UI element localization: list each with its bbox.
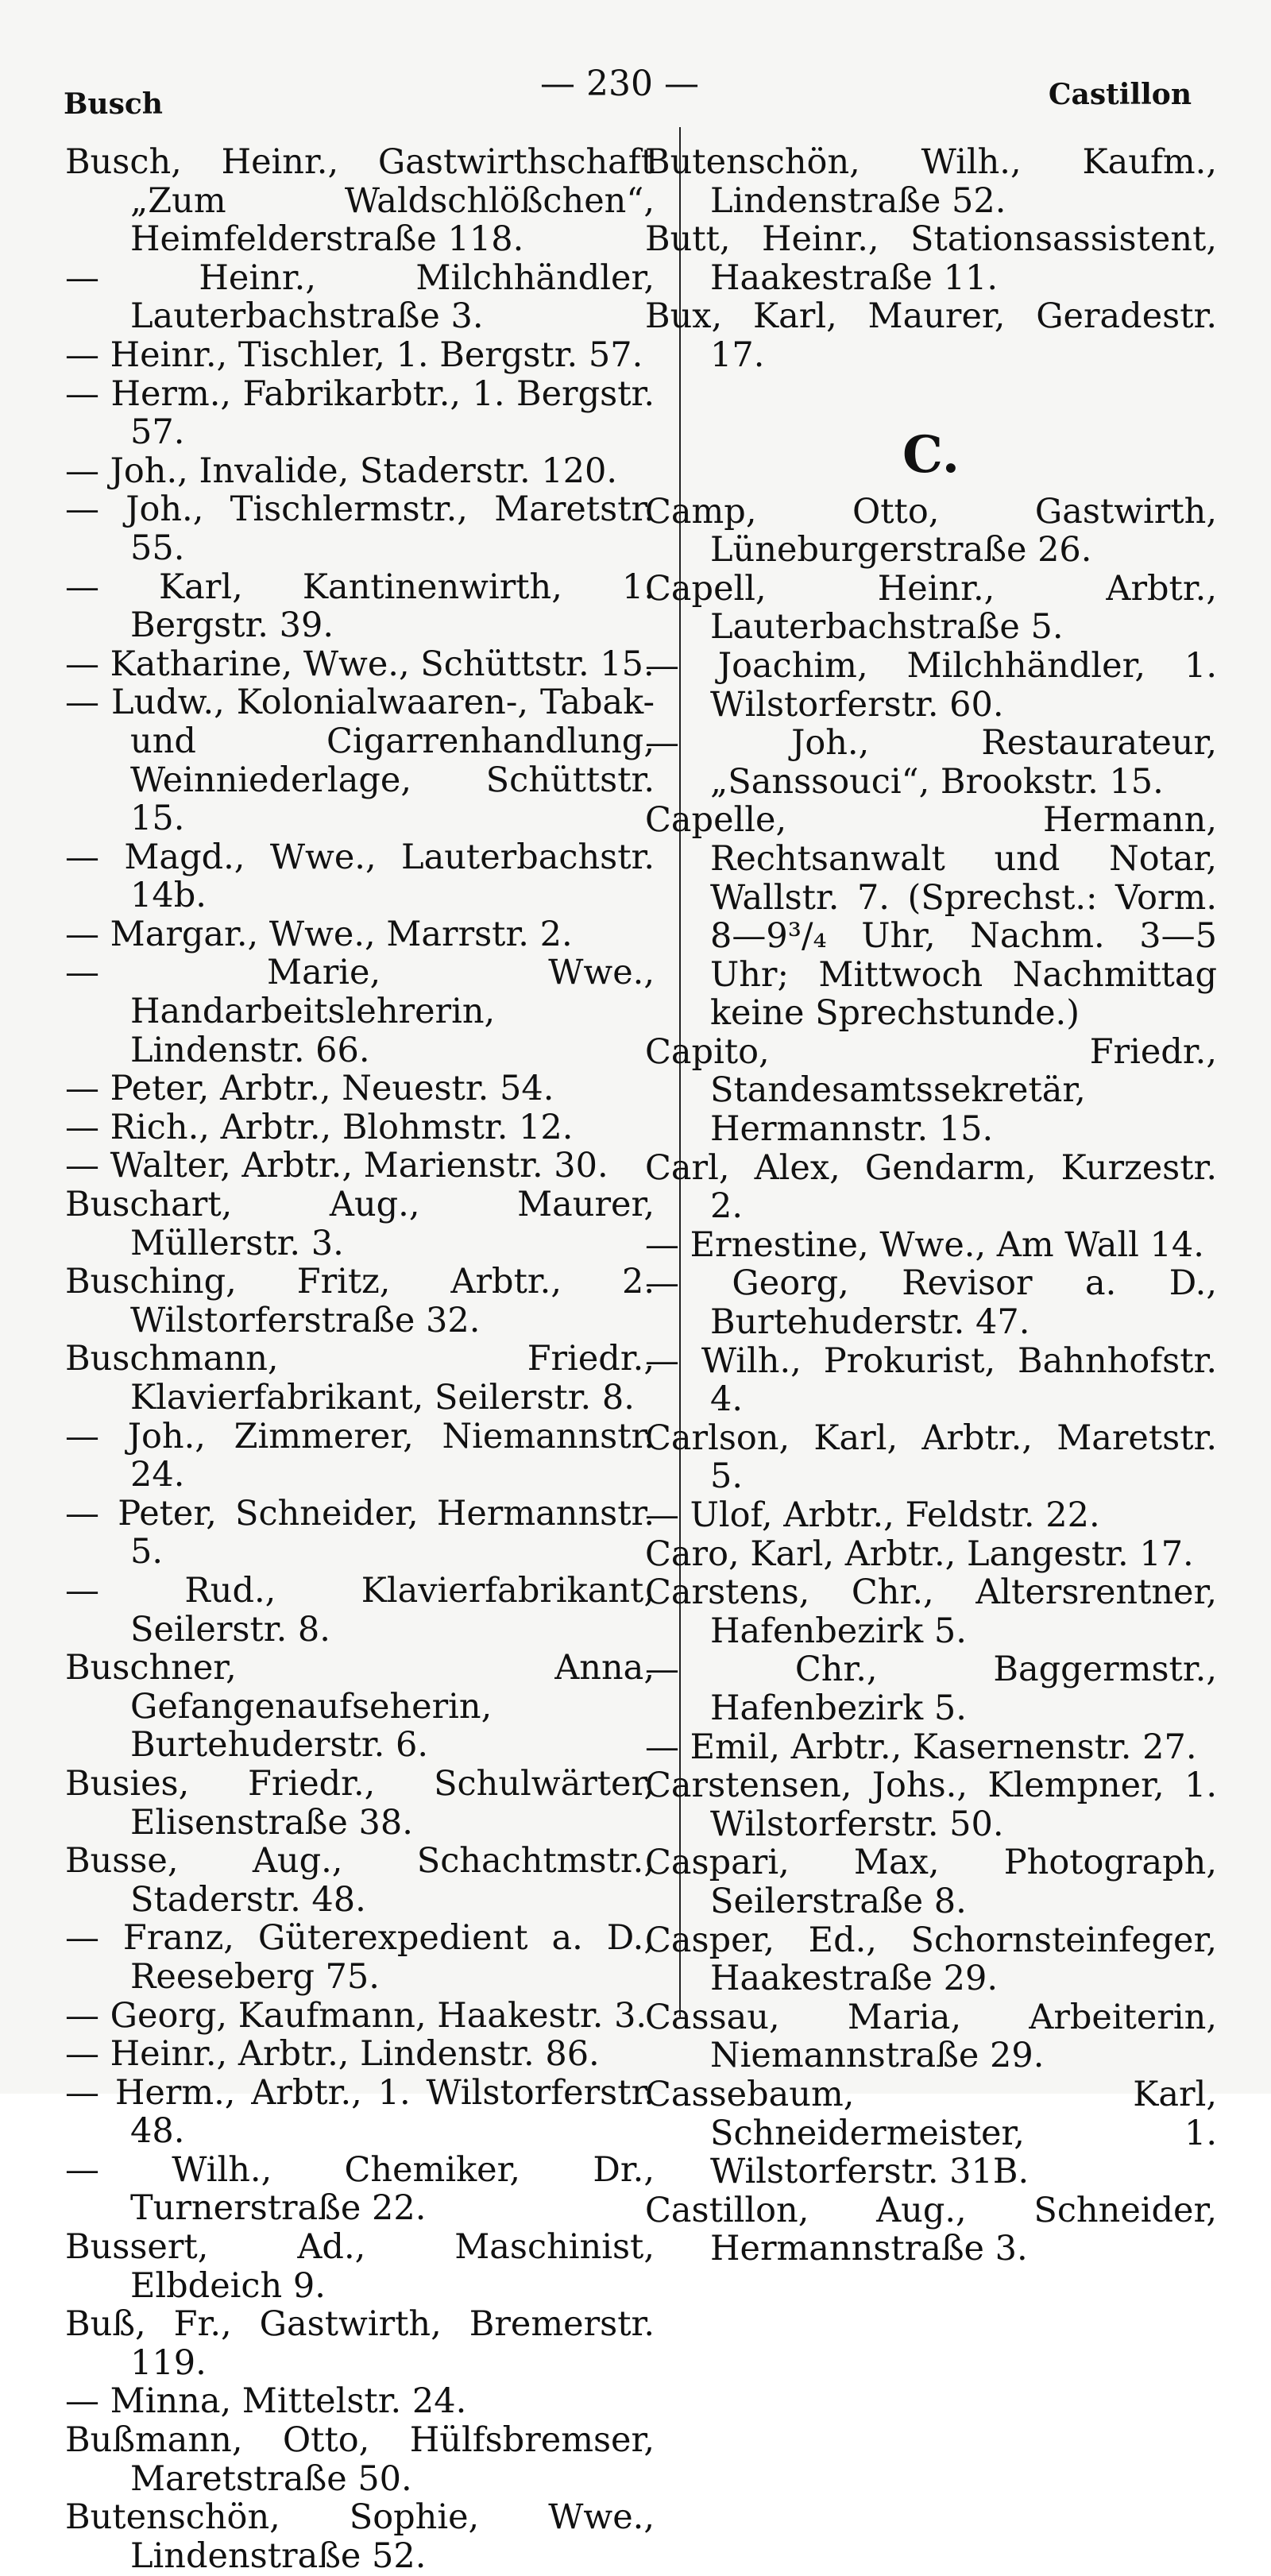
- directory-entry: — Franz, Güterexpedient a. D., Reeseberg 75.: [65, 1918, 655, 1997]
- directory-entry: Busching, Fritz, Arbtr., 2. Wilstorferstraße 32.: [65, 1262, 655, 1340]
- directory-entry: Capelle, Hermann, Rechtsanwalt und Notar, Wallstr. 7. (Sprechst.: Vorm. 8—9³/₄ Uhr, Nachm. 3—5 Uhr; Mittwoch Nachmittag keine Sprechstunde.): [645, 800, 1217, 1034]
- page-number: — 230 —: [540, 64, 699, 104]
- directory-entry: — Emil, Arbtr., Kasernenstr. 27.: [645, 1727, 1197, 1767]
- directory-entry: — Ludw., Kolonialwaaren-, Tabak- und Cigarrenhandlung, Weinniederlage, Schüttstr. 15.: [65, 683, 655, 839]
- directory-entry: — Marie, Wwe., Handarbeitslehrerin, Lindenstr. 66.: [65, 953, 655, 1070]
- directory-entry: — Joh., Tischlermstr., Maretstr. 55.: [65, 489, 655, 568]
- directory-entry: Carl, Alex, Gendarm, Kurzestr. 2.: [645, 1147, 1217, 1227]
- directory-entry: Cassau, Maria, Arbeiterin, Niemannstraße 29.: [645, 1997, 1217, 2076]
- left-column: [65, 143, 655, 2575]
- right-column-top-entries: [645, 143, 1217, 375]
- right-column: [645, 143, 1217, 2269]
- directory-entry: Casper, Ed., Schornsteinfeger, Haakestraße 29.: [645, 1920, 1217, 1999]
- directory-entry: Capell, Heinr., Arbtr., Lauterbachstraße 5.: [645, 568, 1217, 648]
- directory-entry: Carstensen, Johs., Klempner, 1. Wilstorferstr. 50.: [645, 1766, 1217, 1844]
- directory-entry: Buschmann, Friedr., Klavierfabrikant, Seilerstr. 8.: [65, 1339, 655, 1418]
- header-left-catchword: Busch: [64, 87, 163, 121]
- directory-entry: — Katharine, Wwe., Schüttstr. 15.: [65, 644, 655, 684]
- directory-entry: Busies, Friedr., Schulwärter, Elisenstraße 38.: [65, 1763, 655, 1843]
- directory-entry: — Heinr., Milchhändler, Lauterbachstraße 3.: [65, 257, 655, 337]
- directory-entry: — Margar., Wwe., Marrstr. 2.: [65, 914, 573, 954]
- directory-entry: Buß, Fr., Gastwirth, Bremerstr. 119.: [65, 2304, 655, 2383]
- directory-entry: Bussert, Ad., Maschinist, Elbdeich 9.: [65, 2227, 655, 2306]
- directory-entry: Buschart, Aug., Maurer, Müllerstr. 3.: [65, 1185, 655, 1263]
- directory-entry: — Heinr., Tischler, 1. Bergstr. 57.: [65, 335, 643, 375]
- directory-entry: — Herm., Fabrikarbtr., 1. Bergstr. 57.: [65, 373, 655, 453]
- directory-entry: — Joh., Invalide, Staderstr. 120.: [65, 451, 618, 491]
- directory-entry: Carstens, Chr., Altersrentner, Hafenbezirk 5.: [645, 1572, 1217, 1651]
- directory-entry: — Georg, Revisor a. D., Burtehuderstr. 47.: [645, 1263, 1217, 1343]
- directory-entry: — Herm., Arbtr., 1. Wilstorferstr. 48.: [65, 2072, 655, 2152]
- directory-entry: — Minna, Mittelstr. 24.: [65, 2381, 467, 2422]
- directory-entry: Carlson, Karl, Arbtr., Maretstr. 5.: [645, 1418, 1217, 1497]
- directory-entry: Buschner, Anna, Gefangenaufseherin, Burtehuderstr. 6.: [65, 1648, 655, 1766]
- directory-entry: — Ulof, Arbtr., Feldstr. 22.: [645, 1495, 1100, 1535]
- directory-entry: — Wilh., Chemiker, Dr., Turnerstraße 22.: [65, 2149, 655, 2229]
- directory-entry: — Peter, Arbtr., Neuestr. 54.: [65, 1069, 554, 1109]
- directory-entry: — Rud., Klavierfabrikant, Seilerstr. 8.: [65, 1570, 655, 1650]
- directory-entry: Camp, Otto, Gastwirth, Lüneburgerstraße 26.: [645, 491, 1217, 571]
- directory-entry: Capito, Friedr., Standesamtssekretär, Hermannstr. 15.: [645, 1031, 1217, 1150]
- directory-entry: — Joachim, Milchhändler, 1. Wilstorferstr. 60.: [645, 645, 1217, 725]
- directory-entry: — Rich., Arbtr., Blohmstr. 12.: [65, 1107, 574, 1147]
- directory-entry: — Georg, Kaufmann, Haakestr. 3.: [65, 1995, 647, 2036]
- directory-entry: — Joh., Restaurateur, „Sanssouci“, Brookstr. 15.: [645, 723, 1217, 802]
- directory-entry: — Ernestine, Wwe., Am Wall 14.: [645, 1224, 1204, 1265]
- directory-entry: — Wilh., Prokurist, Bahnhofstr. 4.: [645, 1340, 1217, 1420]
- directory-entry: Caro, Karl, Arbtr., Langestr. 17.: [645, 1534, 1194, 1574]
- directory-entry: Castillon, Aug., Schneider, Hermannstraße 3.: [645, 2190, 1217, 2269]
- header-right-catchword: Castillon: [1048, 78, 1192, 111]
- directory-entry: — Joh., Zimmerer, Niemannstr. 24.: [65, 1416, 655, 1495]
- directory-entry: Bux, Karl, Maurer, Geradestr. 17.: [645, 296, 1217, 375]
- section-letter: C.: [902, 424, 960, 485]
- directory-entry: Butenschön, Wilh., Kaufm., Lindenstraße 52.: [645, 142, 1217, 221]
- directory-entry: — Peter, Schneider, Hermannstr. 5.: [65, 1493, 655, 1572]
- directory-entry: — Karl, Kantinenwirth, 1. Bergstr. 39.: [65, 567, 655, 646]
- directory-entry: Butt, Heinr., Stationsassistent, Haakestraße 11.: [645, 219, 1217, 298]
- directory-entry: — Magd., Wwe., Lauterbachstr. 14b.: [65, 837, 655, 916]
- directory-entry: Caspari, Max, Photograph, Seilerstraße 8.: [645, 1843, 1217, 1921]
- directory-entry: Busch, Heinr., Gastwirthschaft „Zum Waldschlößchen“, Heimfelderstraße 118.: [65, 142, 655, 260]
- directory-entry: — Heinr., Arbtr., Lindenstr. 86.: [65, 2034, 600, 2075]
- directory-entry: — Chr., Baggermstr., Hafenbezirk 5.: [645, 1650, 1217, 1728]
- right-column-bottom-entries: [645, 493, 1217, 2269]
- directory-entry: Cassebaum, Karl, Schneidermeister, 1. Wilstorferstr. 31B.: [645, 2074, 1217, 2192]
- directory-entry: Busse, Aug., Schachtmstr., Staderstr. 48.: [65, 1841, 655, 1920]
- directory-entry: — Walter, Arbtr., Marienstr. 30.: [65, 1146, 608, 1186]
- page-header: [0, 56, 1271, 121]
- directory-entry: Butenschön, Sophie, Wwe., Lindenstraße 52.: [65, 2497, 655, 2576]
- directory-entry: Bußmann, Otto, Hülfsbremser, Maretstraße 50.: [65, 2420, 655, 2499]
